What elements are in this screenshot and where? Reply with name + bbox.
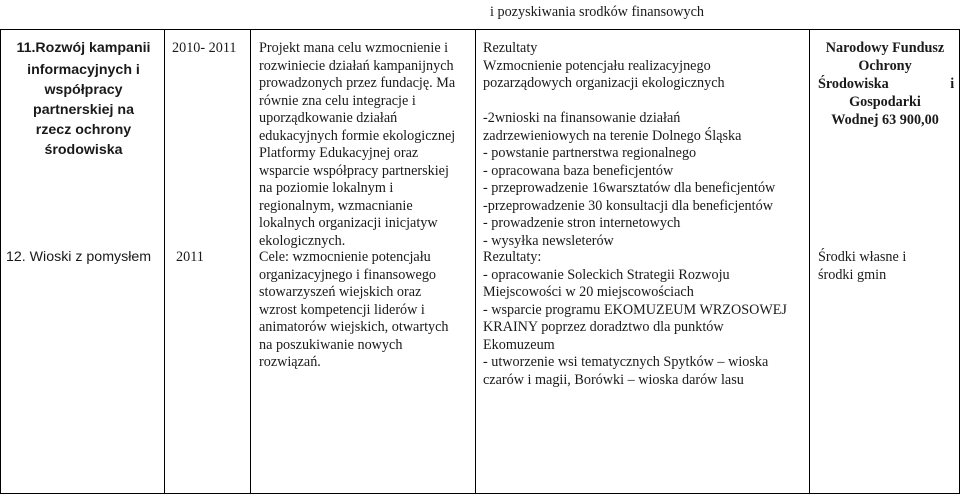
row-11-results-line: -2wnioski na finansowanie działań — [483, 110, 681, 126]
row-12-description-line: organizacyjnego i finansowego — [259, 266, 437, 283]
row-11-title-line: współpracy — [44, 82, 123, 98]
col-divider-1 — [164, 29, 165, 494]
row-11-funding-line: Narodowy Fundusz — [825, 40, 945, 56]
row-12-results-line: Rezultaty: — [483, 249, 542, 265]
row-11-funding-line: Wodnej 63 900,00 — [831, 112, 939, 128]
row-12-period: 2011 — [176, 249, 204, 265]
row-12-results-line: czarów i magii, Borówki – wioska darów lasu — [483, 371, 744, 388]
row-11-description-line: wsparcie współpracy partnerskiej — [259, 162, 449, 179]
row-11-period: 2010- 2011 — [172, 40, 237, 56]
row-11-description-line: ekologicznych. — [259, 232, 346, 249]
row-11-funding-line: Ochrony — [858, 58, 912, 74]
row-11-title-line: partnerskiej na — [33, 102, 134, 118]
row-11-description-line: uporządkowanie działań — [259, 110, 398, 126]
row-12-description-line: Cele: wzmocnienie potencjału — [259, 249, 431, 265]
row-12-results-line: - utworzenie wsi tematycznych Spytków – wioska — [483, 354, 769, 370]
row-12-results-line: - opracowanie Soleckich Strategii Rozwoju — [483, 266, 730, 283]
row-11-description-line: rozwiniecie działań kampanijnych — [259, 57, 454, 74]
col-divider-left-edge — [0, 29, 1, 494]
row-11-results-line: - powstanie partnerstwa regionalnego — [483, 145, 697, 161]
row-11-results-line: - przeprowadzenie 16warsztatów dla beneficjentów — [483, 180, 776, 196]
row-12-results-line: - wsparcie programu EKOMUZEUM WRZOSOWEJ — [483, 301, 787, 318]
row-11-funding-line: Gospodarki — [849, 94, 921, 110]
table-top-rule — [0, 29, 960, 30]
row-11-description-line: Projekt mana celu wzmocnienie i — [259, 40, 449, 56]
row-11-results-line: - prowadzenie stron internetowych — [483, 215, 681, 231]
row-11-results-line: Rezultaty — [483, 40, 538, 56]
row-11-title-line: informacyjnych i — [27, 62, 140, 78]
row-11-results-line: -przeprowadzenie 30 konsultacji dla beneficjentów — [483, 197, 773, 214]
col-divider-3 — [475, 29, 476, 494]
row-11-description-line: prowadzonych przez fundację. Ma — [259, 75, 456, 91]
row-11-results-line: Wzmocnienie potencjału realizacyjnego — [483, 57, 711, 74]
col-divider-4 — [809, 29, 810, 494]
row-12-results-line: Ekomuzeum — [483, 336, 555, 353]
row-11-funding-line: Środowiska i — [818, 76, 955, 92]
row-11-description-line: równie zna celu integracje i — [259, 92, 416, 109]
table-bottom-rule — [0, 493, 960, 494]
row-12-description-line: animatorów wiejskich, otwartych — [259, 319, 449, 335]
header-fragment: i pozyskiwania srodków finansowych — [490, 4, 704, 20]
row-11-results-line: zadrzewieniowych na terenie Dolnego Śląska — [483, 127, 742, 144]
row-11-description-line: edukacyjnych formie ekologicznej — [259, 127, 456, 144]
row-12-results-line: Miejscowości w 20 miejscowościach — [483, 284, 694, 300]
row-11-title-line: środowiska — [44, 142, 123, 158]
row-12-description-line: wzrost kompetencji liderów i — [259, 301, 425, 318]
row-12-description-line: stowarzyszeń wiejskich oraz — [259, 284, 422, 300]
row-11-description-line: Platformy Edukacyjnej oraz — [259, 145, 419, 161]
row-11-title-line: rzecz ochrony — [35, 122, 132, 138]
col-divider-2 — [250, 29, 251, 494]
row-12-description-line: rozwiązań. — [259, 354, 321, 370]
row-11-description-line: lokalnych organizacji inicjatyw — [259, 215, 438, 231]
row-11-results-line: - opracowana baza beneficjentów — [483, 162, 674, 179]
row-11-results-line: pozarządowych organizacji ekologicznych — [483, 75, 725, 91]
row-12-funding-line: środki gmin — [818, 266, 887, 283]
row-11-description-line: na poziomie lokalnym i — [259, 180, 394, 196]
row-12-title: 12. Wioski z pomysłem — [6, 249, 152, 265]
row-11-title-line: 11.Rozwój kampanii — [16, 40, 151, 56]
row-12-funding-line: Środki własne i — [818, 249, 907, 265]
row-11-description-line: regionalnym, wzmacnianie — [259, 197, 413, 214]
row-12-description-line: na poszukiwanie nowych — [259, 336, 403, 353]
row-12-results-line: KRAINY poprzez doradztwo dla punktów — [483, 319, 724, 335]
row-11-results-line: - wysyłka newsleterów — [483, 232, 614, 249]
